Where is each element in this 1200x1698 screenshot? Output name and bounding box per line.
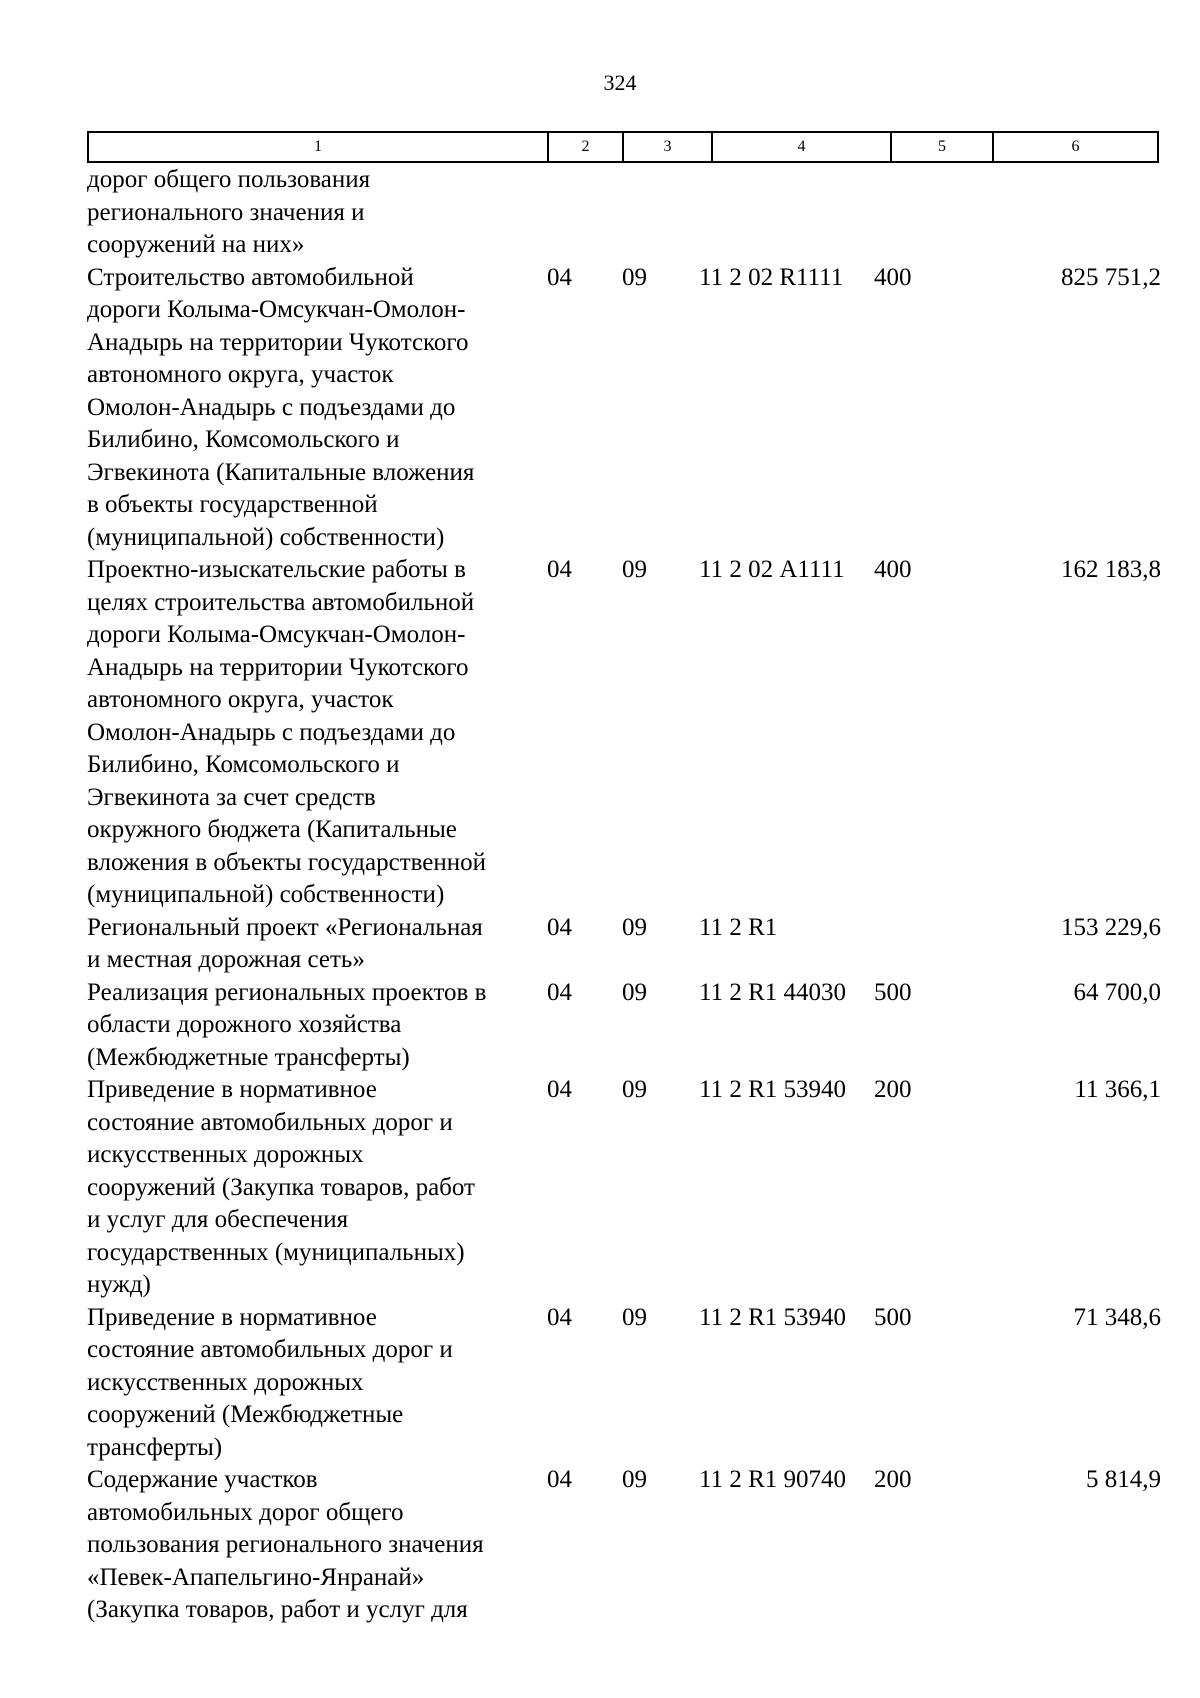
row-subsection: 09 xyxy=(622,978,647,1006)
row-subsection: 09 xyxy=(622,1076,647,1103)
row-amount: 11 366,1 xyxy=(1074,1076,1161,1103)
row-target-article: 11 2 R1 90740 xyxy=(699,1466,846,1493)
column-header-5: 5 xyxy=(891,132,993,162)
row-target-article: 11 2 R1 53940 xyxy=(699,1076,846,1103)
row-amount: 825 751,2 xyxy=(1061,263,1161,291)
row-section xyxy=(547,164,622,262)
table-row xyxy=(87,912,1161,977)
row-subsection xyxy=(622,164,699,262)
column-header-4: 4 xyxy=(712,132,891,162)
row-amount: 71 348,6 xyxy=(1073,1303,1161,1331)
row-subsection: 09 xyxy=(622,1303,647,1331)
row-subsection: 09 xyxy=(622,1466,647,1493)
row-amount: 162 183,8 xyxy=(1061,556,1161,583)
column-header-1: 1 xyxy=(88,132,548,162)
row-expense-type: 200 xyxy=(874,1466,912,1493)
row-name: Строительство автомобильной дороги Колыма-Омсукчан-Омолон- Анадырь на территории Чукотского автономного округа, участок Омолон-Анадырь с подъездами до Билибино, Комсомольского и Эгвекинота (Капитальные вложения в объекты государственной (муниципальной) собственности) xyxy=(87,263,475,551)
column-header-2: 2 xyxy=(548,132,623,162)
row-expense-type: 500 xyxy=(874,978,912,1006)
row-section: 04 xyxy=(547,978,572,1006)
row-name: Приведение в нормативное состояние автомобильных дорог и искусственных дорожных сооружений (Межбюджетные трансферты) xyxy=(87,1303,453,1461)
row-amount: 64 700,0 xyxy=(1073,978,1161,1006)
row-target-article xyxy=(699,164,874,262)
row-subsection: 09 xyxy=(622,263,647,291)
table-row xyxy=(87,262,1161,555)
column-header-row xyxy=(88,132,1158,162)
row-subsection: 09 xyxy=(622,913,647,941)
row-expense-type: 400 xyxy=(874,556,912,583)
row-name: Реализация региональных проектов в области дорожного хозяйства (Межбюджетные трансферты) xyxy=(87,978,487,1071)
row-target-article: 11 2 02 А1111 xyxy=(699,556,845,583)
row-expense-type xyxy=(874,912,978,977)
table-row xyxy=(87,554,1161,912)
row-section: 04 xyxy=(547,556,572,583)
table-row xyxy=(87,1302,1161,1465)
row-target-article: 11 2 R1 44030 xyxy=(699,978,846,1006)
table-row xyxy=(87,1074,1161,1302)
row-expense-type: 500 xyxy=(874,1303,912,1331)
row-name: Проектно-изыскательские работы в целях строительства автомобильной дороги Колыма-Омсукчан-Омолон- Анадырь на территории Чукотского автономного округа, участок Омолон-Анадырь с подъездами до Билибино, Комсомольского и Эгвекинота за счет средств окружного бюджета (Капитальные вложения в объекты государственной (муниципальной) собственности) xyxy=(87,556,487,908)
row-amount: 5 814,9 xyxy=(1086,1466,1161,1493)
row-amount: 153 229,6 xyxy=(1061,913,1161,941)
row-section: 04 xyxy=(547,263,572,291)
row-expense-type xyxy=(874,164,978,262)
row-section: 04 xyxy=(547,1076,572,1103)
page-number: 324 xyxy=(603,70,637,95)
row-expense-type: 200 xyxy=(874,1076,912,1103)
row-target-article: 11 2 R1 53940 xyxy=(699,1303,846,1331)
row-amount xyxy=(978,164,1161,262)
row-name: дорог общего пользования регионального значения и сооружений на них» xyxy=(87,166,371,258)
row-target-article: 11 2 R1 xyxy=(699,913,778,941)
row-name: Региональный проект «Региональная и местная дорожная сеть» xyxy=(87,913,483,973)
row-target-article: 11 2 02 R1111 xyxy=(699,263,844,291)
column-header-3: 3 xyxy=(623,132,712,162)
row-section: 04 xyxy=(547,1303,572,1331)
column-header-6: 6 xyxy=(993,132,1158,162)
budget-table-body xyxy=(87,164,1161,1627)
row-expense-type: 400 xyxy=(874,263,912,291)
table-row xyxy=(87,1464,1161,1627)
row-name: Приведение в нормативное состояние автомобильных дорог и искусственных дорожных сооружений (Закупка товаров, работ и услуг для обеспечения государственных (муниципальных) нужд) xyxy=(87,1076,475,1298)
row-subsection: 09 xyxy=(622,556,647,583)
row-section: 04 xyxy=(547,1466,572,1493)
row-section: 04 xyxy=(547,913,572,941)
column-header-table xyxy=(87,131,1159,163)
row-name: Содержание участков автомобильных дорог общего пользования регионального значения «Певек-Апапельгино-Янранай» (Закупка товаров, работ и услуг для xyxy=(87,1466,484,1623)
table-row xyxy=(87,164,1161,262)
table-row xyxy=(87,977,1161,1075)
